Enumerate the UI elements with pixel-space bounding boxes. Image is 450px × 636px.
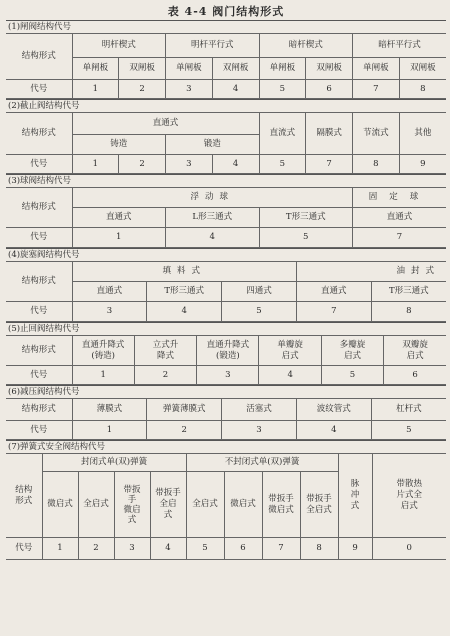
ball-type: L形三通式 bbox=[166, 208, 260, 228]
globe-type: 直流式 bbox=[259, 113, 306, 155]
plug-type: 四通式 bbox=[222, 282, 297, 302]
check-type: 单瓣旋 启式 bbox=[259, 336, 321, 366]
struct-label: 结构形式 bbox=[6, 113, 72, 155]
code-label: 代号 bbox=[6, 228, 72, 248]
plug-type: 直通式 bbox=[72, 282, 147, 302]
ball-floating: 浮动球 bbox=[72, 188, 353, 208]
safety-code: 1 bbox=[42, 538, 78, 560]
table-title: 表 4-4 阀门结构形式 bbox=[167, 5, 285, 18]
reducing-heading: (6)减压阀结构代号 bbox=[6, 385, 446, 398]
gate-heading: (1)闸阀结构代号 bbox=[6, 20, 446, 33]
globe-code: 5 bbox=[259, 155, 306, 174]
reducing-code: 3 bbox=[222, 421, 297, 440]
gate-disc: 单闸板 bbox=[353, 58, 400, 80]
safety-closed: 封闭式单(双)弹簧 bbox=[42, 454, 186, 472]
safety-type: 全启式 bbox=[186, 472, 224, 538]
safety-type: 全启式 bbox=[78, 472, 114, 538]
safety-code: 2 bbox=[78, 538, 114, 560]
gate-code: 4 bbox=[212, 80, 259, 99]
struct-label: 结构形式 bbox=[6, 188, 72, 228]
gate-group: 明杆楔式 bbox=[72, 34, 166, 58]
gate-disc: 双闸板 bbox=[212, 58, 259, 80]
globe-type: 隔膜式 bbox=[306, 113, 353, 155]
safety-heading: (7)弹簧式安全阀结构代号 bbox=[6, 440, 446, 453]
reducing-type: 薄膜式 bbox=[72, 399, 147, 421]
gate-group: 暗杆楔式 bbox=[259, 34, 353, 58]
safety-code: 4 bbox=[150, 538, 186, 560]
code-label: 代号 bbox=[6, 538, 42, 560]
globe-type: 其他 bbox=[399, 113, 446, 155]
reducing-code: 4 bbox=[296, 421, 371, 440]
gate-disc: 双闸板 bbox=[399, 58, 446, 80]
gate-disc: 双闸板 bbox=[306, 58, 353, 80]
globe-type: 节流式 bbox=[353, 113, 400, 155]
reducing-type: 波纹管式 bbox=[296, 399, 371, 421]
safety-code: 6 bbox=[224, 538, 262, 560]
check-type: 立式升 降式 bbox=[134, 336, 196, 366]
plug-heading: (4)旋塞阀结构代号 bbox=[6, 248, 446, 261]
gate-disc: 单闸板 bbox=[72, 58, 119, 80]
safety-open: 不封闭式单(双)弹簧 bbox=[186, 454, 338, 472]
globe-code: 9 bbox=[399, 155, 446, 174]
ball-heading: (3)球阀结构代号 bbox=[6, 174, 446, 187]
safety-type: 带扳手 微启式 bbox=[262, 472, 300, 538]
gate-code: 7 bbox=[353, 80, 400, 99]
globe-forged: 锻造 bbox=[166, 135, 260, 155]
ball-code: 1 bbox=[72, 228, 166, 248]
struct-label: 结构形式 bbox=[6, 34, 72, 80]
plug-code: 8 bbox=[371, 302, 446, 322]
reducing-code: 5 bbox=[371, 421, 446, 440]
plug-code: 7 bbox=[296, 302, 371, 322]
check-heading: (5)止回阀结构代号 bbox=[6, 322, 446, 335]
safety-code: 0 bbox=[372, 538, 446, 560]
reducing-type: 活塞式 bbox=[222, 399, 297, 421]
safety-code: 5 bbox=[186, 538, 224, 560]
reducing-type: 杠杆式 bbox=[371, 399, 446, 421]
safety-type: 带扳手 全启 式 bbox=[150, 472, 186, 538]
globe-code: 2 bbox=[119, 155, 166, 174]
globe-straight: 直通式 bbox=[72, 113, 259, 135]
check-code: 4 bbox=[259, 366, 321, 385]
reducing-table bbox=[6, 398, 446, 440]
safety-code: 8 bbox=[300, 538, 338, 560]
code-label: 代号 bbox=[6, 155, 72, 174]
safety-type: 带扳 手 微启 式 bbox=[114, 472, 150, 538]
gate-table bbox=[6, 33, 446, 99]
globe-table bbox=[6, 112, 446, 174]
reducing-code: 2 bbox=[147, 421, 222, 440]
gate-code: 1 bbox=[72, 80, 119, 99]
globe-code: 1 bbox=[72, 155, 119, 174]
code-label: 代号 bbox=[6, 366, 72, 385]
gate-group: 暗杆平行式 bbox=[353, 34, 447, 58]
safety-type: 带扳手 全启式 bbox=[300, 472, 338, 538]
check-type: 直通升降式 (锻造) bbox=[197, 336, 259, 366]
safety-pulse: 脉 冲 式 bbox=[338, 454, 372, 538]
check-code: 1 bbox=[72, 366, 134, 385]
globe-heading: (2)截止阀结构代号 bbox=[6, 99, 446, 112]
reducing-code: 1 bbox=[72, 421, 147, 440]
check-type: 多瓣旋 启式 bbox=[321, 336, 383, 366]
globe-code: 7 bbox=[306, 155, 353, 174]
globe-code: 4 bbox=[212, 155, 259, 174]
gate-code: 3 bbox=[166, 80, 213, 99]
safety-type: 微启式 bbox=[42, 472, 78, 538]
safety-code: 3 bbox=[114, 538, 150, 560]
ball-type: 直通式 bbox=[72, 208, 166, 228]
ball-fixed: 固定球 bbox=[353, 188, 447, 208]
ball-code: 7 bbox=[353, 228, 447, 248]
safety-code: 7 bbox=[262, 538, 300, 560]
ball-type: 直通式 bbox=[353, 208, 447, 228]
safety-cooling: 带散热 片式全 启式 bbox=[372, 454, 446, 538]
gate-code: 5 bbox=[259, 80, 306, 99]
plug-type: 直通式 bbox=[296, 282, 371, 302]
struct-label: 结构 形式 bbox=[6, 454, 42, 538]
gate-group: 明杆平行式 bbox=[166, 34, 260, 58]
plug-type: T形三通式 bbox=[371, 282, 446, 302]
struct-label: 结构形式 bbox=[6, 399, 72, 421]
gate-disc: 单闸板 bbox=[259, 58, 306, 80]
plug-oil: 油封式 bbox=[296, 262, 446, 282]
safety-type: 微启式 bbox=[224, 472, 262, 538]
globe-code: 3 bbox=[166, 155, 213, 174]
struct-label: 结构形式 bbox=[6, 262, 72, 302]
plug-code: 3 bbox=[72, 302, 147, 322]
check-code: 3 bbox=[197, 366, 259, 385]
globe-code: 8 bbox=[353, 155, 400, 174]
check-type: 双瓣旋 启式 bbox=[384, 336, 446, 366]
struct-label: 结构形式 bbox=[6, 336, 72, 366]
plug-code: 5 bbox=[222, 302, 297, 322]
ball-code: 4 bbox=[166, 228, 260, 248]
gate-code: 2 bbox=[119, 80, 166, 99]
check-code: 5 bbox=[321, 366, 383, 385]
check-code: 6 bbox=[384, 366, 446, 385]
plug-packing: 填料式 bbox=[72, 262, 296, 282]
globe-cast: 铸造 bbox=[72, 135, 166, 155]
plug-table bbox=[6, 261, 446, 322]
ball-type: T形三通式 bbox=[259, 208, 353, 228]
ball-code: 5 bbox=[259, 228, 353, 248]
safety-code: 9 bbox=[338, 538, 372, 560]
code-label: 代号 bbox=[6, 302, 72, 322]
valve-structure-page bbox=[6, 4, 446, 560]
check-type: 直通升降式 (铸造) bbox=[72, 336, 134, 366]
ball-table bbox=[6, 187, 446, 248]
plug-type: T形三通式 bbox=[147, 282, 222, 302]
safety-table bbox=[6, 453, 446, 560]
check-code: 2 bbox=[134, 366, 196, 385]
gate-code: 8 bbox=[399, 80, 446, 99]
code-label: 代号 bbox=[6, 421, 72, 440]
plug-code: 4 bbox=[147, 302, 222, 322]
code-label: 代号 bbox=[6, 80, 72, 99]
check-table bbox=[6, 335, 446, 385]
gate-code: 6 bbox=[306, 80, 353, 99]
gate-disc: 双闸板 bbox=[119, 58, 166, 80]
gate-disc: 单闸板 bbox=[166, 58, 213, 80]
reducing-type: 弹簧薄膜式 bbox=[147, 399, 222, 421]
